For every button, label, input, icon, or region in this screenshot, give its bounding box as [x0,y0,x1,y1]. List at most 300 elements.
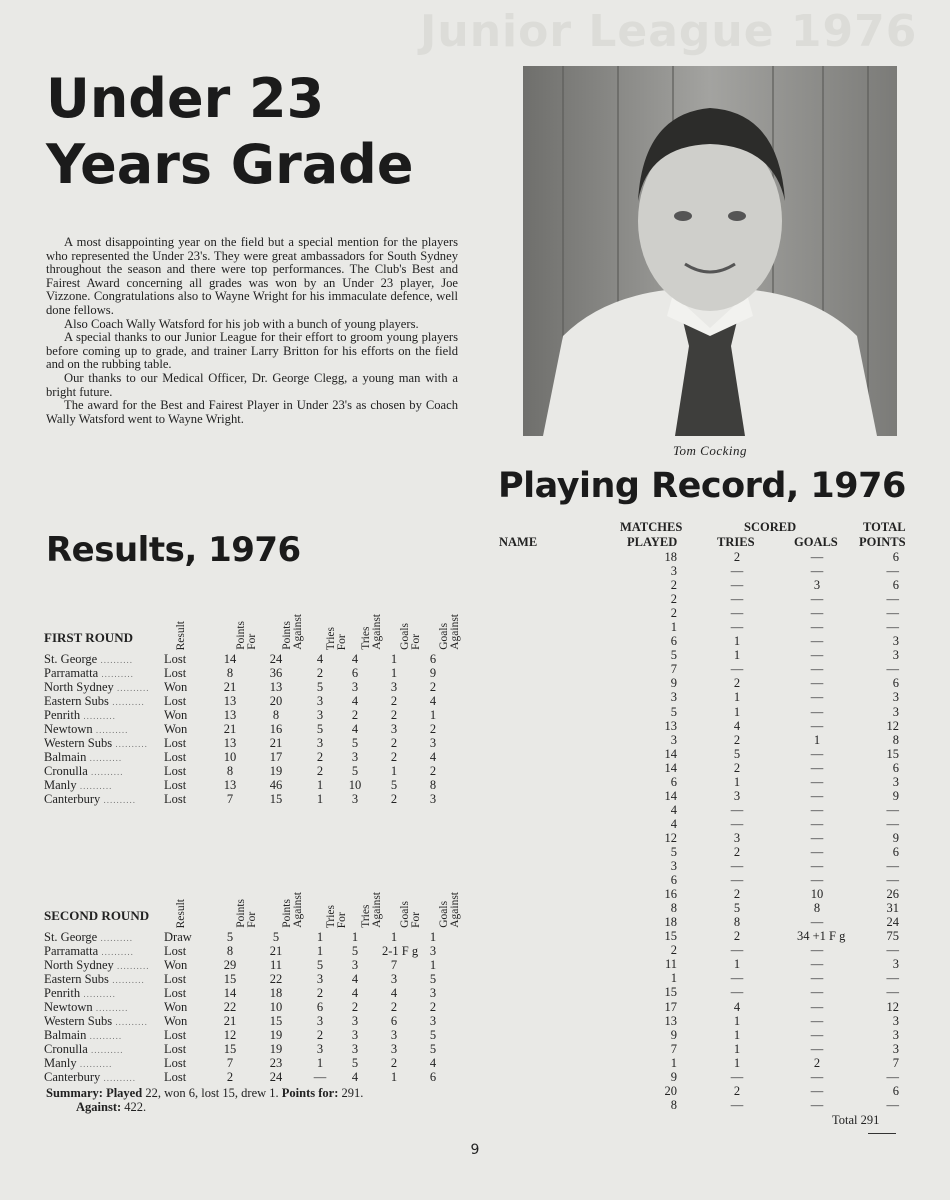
team-name-text: Eastern Subs [44,972,109,986]
tries-against-cell: 5 [351,764,359,778]
goals-cell: 1 [813,732,821,747]
points-against-cell: 11 [269,958,283,972]
points-for-cell: 15 [223,1042,237,1056]
player-row [497,803,917,817]
points-for-cell: 13 [223,708,237,722]
points-against-cell: 46 [269,778,283,792]
goals-for-cell: 2 [390,1056,398,1070]
goals-for-cell: 1 [390,652,398,666]
tries-for-cell: 5 [316,958,324,972]
tries-for-cell: 3 [316,708,324,722]
matches-played-cell: 4 [670,802,677,817]
points-for-cell: 7 [226,1056,234,1070]
tries-against-cell: 3 [351,1042,359,1056]
result-cell: Lost [164,764,187,778]
column-header: Points For [235,899,258,928]
goals-for-cell: 3 [390,972,398,986]
tries-against-cell: 3 [351,792,359,806]
total-points-cell: 3 [892,1027,899,1042]
points-for-cell: 21 [223,680,237,694]
total-points-cell: 3 [892,634,899,649]
result-cell: Lost [164,1070,187,1084]
leader-dots: .......... [76,781,113,791]
goals-cell: — [810,662,824,677]
matches-played-cell: 1 [670,620,677,635]
tries-against-cell: 4 [351,972,359,986]
goals-cell: — [810,690,824,705]
tries-cell: — [730,620,744,635]
tries-cell: 1 [733,1027,741,1042]
leader-dots: .......... [97,933,133,943]
team-name [44,958,164,973]
player-row [497,578,917,592]
total-points-cell: 31 [886,901,899,916]
goals-cell: — [810,830,824,845]
tries-cell: — [730,564,744,579]
summary-label: Points for: [281,1086,339,1100]
leader-dots: .......... [113,961,150,971]
result-cell: Won [164,708,188,722]
points-against-cell: 21 [269,736,283,750]
goals-cell: — [810,718,824,733]
goals-against-cell: 8 [429,778,437,792]
matches-played-cell: 5 [670,648,677,663]
tries-cell: 8 [733,915,741,930]
player-row [497,606,917,620]
player-row [497,550,917,564]
points-for-cell: 22 [223,1000,237,1014]
tries-cell: 2 [733,550,741,564]
intro-paragraph: The award for the Best and Fairest Player in Under 23's as chosen by Coach Wally Watsford went to Wayne Wright. [46,398,458,426]
matches-played-cell: 6 [670,873,677,888]
goals-against-cell: 3 [429,792,437,806]
player-row [497,1042,917,1056]
player-row [497,648,917,662]
player-row [497,789,917,803]
matches-played-cell: 2 [670,943,677,958]
player-row [497,1084,917,1098]
goals-against-cell: 2 [429,680,437,694]
goals-cell: — [810,802,824,817]
tries-for-cell: 1 [316,778,324,792]
matches-played-cell: 12 [664,830,677,845]
goals-for-cell: 1 [390,930,398,944]
total-points-cell: 75 [886,929,899,944]
matches-played-cell: 1 [670,1055,677,1070]
points-for-cell: 21 [223,1014,237,1028]
goals-cell: — [810,1041,824,1056]
goals-against-cell: 9 [429,666,437,680]
goals-against-cell: 5 [429,972,437,986]
leader-dots: .......... [100,795,136,805]
total-points-cell: 24 [886,915,899,930]
total-points-cell: — [886,606,899,621]
points-for-cell: 12 [223,1028,237,1042]
total-points-cell: 3 [892,774,899,789]
total-points-cell: 6 [892,1083,899,1098]
points-for-cell: 10 [223,750,237,764]
team-name [44,986,164,1001]
team-name [44,1014,164,1029]
matches-played-cell: 3 [670,564,677,579]
total-underline [868,1133,896,1134]
tries-cell: 1 [733,690,741,705]
points-for-cell: 21 [223,722,237,736]
team-name [44,1042,164,1057]
matches-played-cell: 3 [670,859,677,874]
player-row [497,887,917,901]
team-name [44,972,164,987]
goals-cell: — [810,1013,824,1028]
matches-played-cell: 18 [664,550,677,564]
playing-record-heading: Playing Record, 1976 [498,466,906,506]
result-cell: Lost [164,1042,187,1056]
result-cell: Lost [164,944,187,958]
team-name [44,694,164,709]
tries-for-cell: 1 [316,930,324,944]
goals-cell: — [810,943,824,958]
player-row [497,873,917,887]
points-for-cell: 29 [223,958,237,972]
leader-dots: .......... [108,975,145,985]
total-points-cell: 6 [892,550,899,564]
tries-for-cell: 6 [316,1000,324,1014]
team-name-text: Newtown [44,722,93,736]
tries-cell: 4 [733,718,741,733]
goals-for-cell: 2 [390,792,398,806]
leader-dots: .......... [92,1003,129,1013]
goals-against-cell: 2 [429,722,437,736]
goals-cell: 8 [813,901,821,916]
intro-paragraph: A most disappointing year on the field but a special mention for the players who represented the Under 23's. They were great ambassadors for South Sydney throughout the season and there were top performances. The Club's Best and Fairest Award concerning all grades was won by an Under 23 player, Joe Vizzone. Congratulations also to Wayne Wright for his immaculate defence, well done fellows. [46,235,458,317]
player-row [497,662,917,676]
goals-for-cell: 1 [390,1070,398,1084]
points-against-cell: 20 [269,694,283,708]
tries-against-cell: 3 [351,958,359,972]
header-name: NAME [499,535,538,549]
result-cell: Won [164,958,188,972]
total-points-cell: 6 [892,760,899,775]
column-header: Result [175,620,187,650]
points-against-cell: 18 [269,986,283,1000]
tries-for-cell: 4 [316,652,324,666]
leader-dots: .......... [113,683,150,693]
goals-for-cell: 2 [390,1000,398,1014]
player-row [497,859,917,873]
column-header: Tries Against [360,614,383,650]
player-row [497,915,917,929]
matches-played-cell: 8 [670,901,677,916]
intro-paragraph: Also Coach Wally Watsford for his job with a bunch of young players. [64,316,419,331]
player-row [497,831,917,845]
player-row [497,775,917,789]
goals-for-cell: 7 [390,958,398,972]
matches-played-cell: 3 [670,732,677,747]
goals-cell: 34 +1 F g [797,929,846,944]
tries-cell: — [730,606,744,621]
tries-cell: 2 [733,887,741,902]
goals-for-cell: 3 [390,1042,398,1056]
goals-for-cell: 3 [390,722,398,736]
matches-played-cell: 1 [670,971,677,986]
player-row [497,1098,917,1112]
playing-record-table [497,520,917,1112]
matches-played-cell: 2 [670,606,677,621]
tries-cell: — [730,859,744,874]
leader-dots: .......... [112,1017,148,1027]
player-row [497,957,917,971]
team-name-text: Western Subs [44,736,113,750]
team-name-text: Newtown [44,1000,93,1014]
tries-against-cell: 5 [351,1056,359,1070]
goals-against-cell: 5 [429,1028,437,1042]
goals-for-cell: 6 [390,1014,398,1028]
team-name-text: Cronulla [44,1042,88,1056]
leader-dots: .......... [100,1073,136,1083]
player-row [497,719,917,733]
total-points-cell: — [886,859,899,874]
team-name-text: St. George [44,652,98,666]
player-row [497,985,917,999]
tries-cell: 2 [733,929,741,944]
result-cell: Lost [164,792,187,806]
team-name [44,1028,164,1043]
leader-dots: .......... [98,947,134,957]
player-row [497,1000,917,1014]
result-cell: Lost [164,778,187,792]
player-row [497,676,917,690]
page-title [46,66,413,198]
team-name-text: Canterbury [44,1070,101,1084]
tries-cell: 5 [733,746,741,761]
tries-against-cell: 4 [351,652,359,666]
tries-for-cell: 3 [316,1014,324,1028]
goals-cell: — [810,704,824,719]
leader-dots: .......... [92,725,129,735]
tries-cell: 2 [733,760,741,775]
results-heading: Results, 1976 [46,530,301,570]
goals-for-cell: 3 [390,680,398,694]
total-points-cell: 12 [886,999,899,1014]
team-name [44,764,164,779]
points-against-cell: 24 [269,1070,283,1084]
total-points-cell: — [886,592,899,607]
player-row [497,690,917,704]
total-points-cell: — [886,971,899,986]
tries-cell: — [730,578,744,593]
goals-for-cell: 4 [390,986,398,1000]
matches-played-cell: 13 [664,1013,677,1028]
round-label: FIRST ROUND [44,630,133,645]
tries-for-cell: 5 [316,680,324,694]
tries-against-cell: 4 [351,986,359,1000]
goals-against-cell: 3 [429,986,437,1000]
total-points-cell: 8 [892,732,899,747]
tries-against-cell: 3 [351,750,359,764]
player-row [497,1028,917,1042]
tries-cell: 1 [733,957,741,972]
team-name-text: Manly [44,778,77,792]
player-row [497,733,917,747]
goals-against-cell: 2 [429,1000,437,1014]
player-row [497,1014,917,1028]
leader-dots: .......... [112,739,148,749]
points-against-cell: 24 [269,652,283,666]
tries-cell: 1 [733,1055,741,1070]
matches-played-cell: 15 [664,985,677,1000]
goals-against-cell: 1 [429,708,437,722]
goals-cell: — [810,999,824,1014]
tries-cell: — [730,662,744,677]
tries-cell: 2 [733,732,741,747]
portrait-illustration [523,66,897,436]
goals-cell: — [810,873,824,888]
points-against-cell: 15 [269,792,283,806]
leader-dots: .......... [76,1059,113,1069]
matches-played-cell: 2 [670,592,677,607]
leader-dots: .......... [86,753,123,763]
tries-cell: — [730,985,744,1000]
record-rows [497,550,917,1112]
column-header: Goals Against [438,614,461,650]
team-name [44,652,164,667]
portrait-photo [523,66,897,436]
total-points-cell: 9 [892,788,899,803]
leader-dots: .......... [97,655,133,665]
summary-label: Summary: Played [46,1086,143,1100]
total-points-cell: 9 [892,830,899,845]
intro-paragraph: A special thanks to our Junior League for their effort to groom young players before coming up to grade, and trainer Larry Britton for his efforts on the field and on the rubbing table. [46,330,458,372]
total-points-cell: 12 [886,718,899,733]
goals-for-cell: 2 [390,750,398,764]
header-matches: MATCHES [620,520,683,534]
points-for-cell: 8 [226,666,234,680]
tries-against-cell: 3 [351,1028,359,1042]
goals-cell: — [810,648,824,663]
goals-against-cell: 2 [429,764,437,778]
points-against-cell: 10 [269,1000,283,1014]
player-row [497,564,917,578]
tries-against-cell: 4 [351,1070,359,1084]
points-against-cell: 22 [269,972,283,986]
tries-cell: — [730,592,744,607]
goals-against-cell: 4 [429,1056,437,1070]
goals-against-cell: 3 [429,1014,437,1028]
team-name-text: Parramatta [44,666,99,680]
total-points-cell: 26 [886,887,899,902]
team-name-text: Cronulla [44,764,88,778]
team-name-text: Balmain [44,1028,87,1042]
column-header: Tries For [325,626,348,650]
goals-cell: — [810,788,824,803]
goals-against-cell: 3 [429,736,437,750]
leader-dots: .......... [87,1045,124,1055]
goals-cell: 3 [813,578,821,593]
header-played: PLAYED [627,535,678,549]
player-row [497,634,917,648]
goals-cell: — [810,620,824,635]
tries-for-cell: 3 [316,1042,324,1056]
player-row [497,929,917,943]
points-against-cell: 8 [272,708,280,722]
result-cell: Won [164,722,188,736]
tries-cell: — [730,1069,744,1084]
result-cell: Lost [164,986,187,1000]
goals-cell: — [810,844,824,859]
tries-cell: — [730,873,744,888]
goals-cell: — [810,634,824,649]
total-points-cell: 3 [892,704,899,719]
tries-for-cell: 2 [316,1028,324,1042]
column-header: Goals For [399,901,422,928]
points-against-cell: 5 [272,930,280,944]
goals-cell: — [810,1069,824,1084]
tries-against-cell: 3 [351,1014,359,1028]
goals-for-cell: 5 [390,778,398,792]
matches-played-cell: 6 [670,634,677,649]
total-points-cell: 3 [892,957,899,972]
title-line-1: Under 23 [46,67,325,130]
tries-cell: — [730,971,744,986]
goals-against-cell: 1 [429,930,437,944]
total-points-cell: — [886,1069,899,1084]
total-points-cell: — [886,564,899,579]
tries-for-cell: — [313,1070,327,1084]
player-row [497,971,917,985]
points-against-cell: 16 [269,722,283,736]
goals-against-cell: 3 [429,944,437,958]
result-cell: Lost [164,1056,187,1070]
tries-against-cell: 4 [351,722,359,736]
player-row [497,1070,917,1084]
points-for-cell: 5 [226,930,234,944]
points-against-cell: 17 [269,750,283,764]
player-row [497,761,917,775]
header-points: POINTS [859,535,906,549]
player-row [497,901,917,915]
column-header: Goals Against [438,892,461,928]
summary-text: 22, won 6, lost 15, drew 1. [142,1086,282,1100]
goals-cell: — [810,774,824,789]
goals-cell: — [810,985,824,1000]
tries-for-cell: 2 [316,764,324,778]
total-points-cell: — [886,1097,899,1112]
goals-cell: — [810,606,824,621]
header-goals: GOALS [794,535,838,549]
leader-dots: .......... [98,669,134,679]
matches-played-cell: 9 [670,1027,677,1042]
tries-for-cell: 1 [316,792,324,806]
player-row [497,943,917,957]
summary-text: 291. [338,1086,364,1100]
page-number: 9 [470,1142,480,1158]
goals-for-cell: 2 [390,694,398,708]
points-for-cell: 8 [226,764,234,778]
player-row [497,845,917,859]
tries-cell: 1 [733,1013,741,1028]
column-header: Tries For [325,904,348,928]
player-row [497,592,917,606]
goals-cell: — [810,592,824,607]
tries-cell: 1 [733,704,741,719]
column-header: Points Against [281,892,304,928]
points-for-cell: 13 [223,736,237,750]
title-line-2: Years Grade [46,133,414,196]
team-name-text: St. George [44,930,98,944]
goals-for-cell: 3 [390,1028,398,1042]
matches-played-cell: 14 [664,760,677,775]
total-points-cell: 3 [892,1041,899,1056]
